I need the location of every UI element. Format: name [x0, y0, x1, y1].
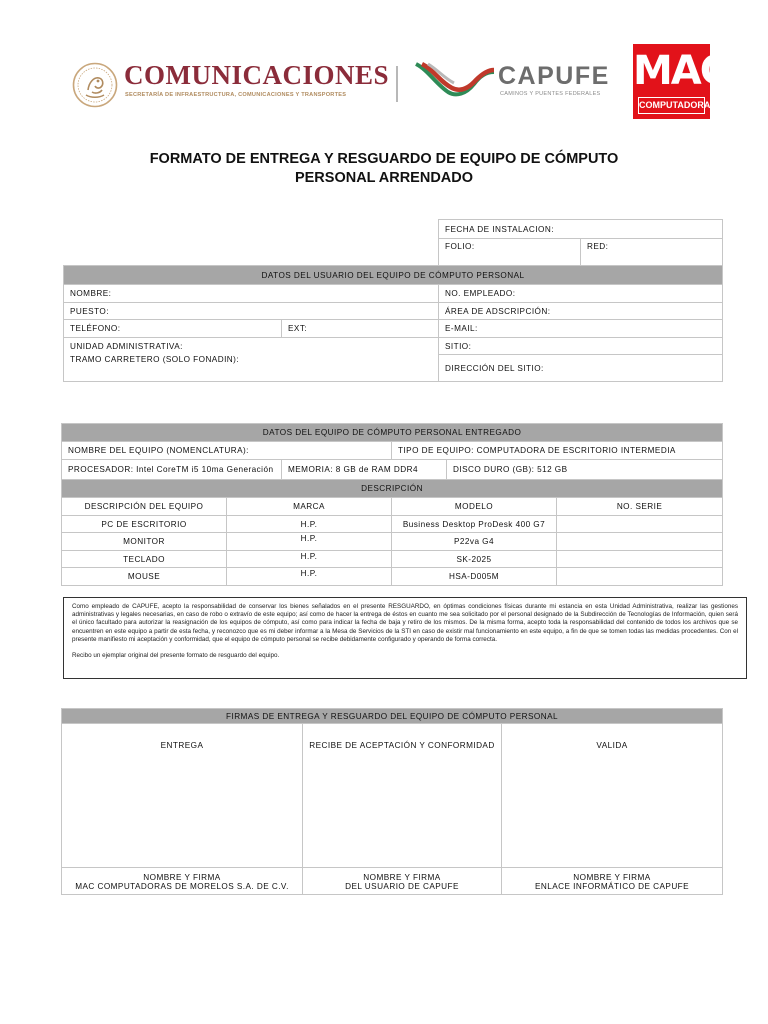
signature-label: NOMBRE Y FIRMA: [143, 872, 221, 882]
disco-duro-field[interactable]: DISCO DURO (GB): 512 GB: [447, 460, 723, 480]
equipment-serie[interactable]: [557, 551, 723, 568]
column-header-marca: MARCA: [227, 498, 392, 516]
tipo-equipo-field[interactable]: TIPO DE EQUIPO: COMPUTADORA DE ESCRITORIO INTERMEDIA: [392, 442, 723, 460]
equipment-marca: H.P.: [227, 516, 392, 533]
capufe-logo-subtitle: CAMINOS Y PUENTES FEDERALES: [500, 91, 601, 97]
notice-paragraph-2: Recibo un ejemplar original del presente formato de resguardo del equipo.: [72, 652, 280, 660]
equipment-modelo: Business Desktop ProDesk 400 G7: [392, 516, 557, 533]
no-empleado-field[interactable]: NO. EMPLEADO:: [439, 285, 723, 303]
mac-logo-bottom: COMPUTADORAS: [638, 97, 705, 114]
mac-computadoras-logo: [633, 44, 728, 119]
mac-logo-top: MAC: [633, 48, 728, 94]
capufe-logo-title: CAPUFE: [498, 62, 610, 90]
equipment-columns-row: [62, 498, 723, 516]
signature-box-recibe[interactable]: [303, 724, 502, 868]
column-header-modelo: MODELO: [392, 498, 557, 516]
responsibility-notice: [63, 597, 747, 679]
user-section-header: DATOS DEL USUARIO DEL EQUIPO DE CÓMPUTO PERSONAL: [64, 266, 723, 285]
email-field[interactable]: E-MAIL:: [439, 320, 723, 338]
logo-bar: [0, 0, 768, 130]
ext-field[interactable]: EXT:: [282, 320, 439, 338]
document-title-line1: FORMATO DE ENTREGA Y RESGUARDO DE EQUIPO DE CÓMPUTO: [149, 151, 619, 167]
memoria-field[interactable]: MEMORIA: 8 GB de RAM DDR4: [282, 460, 447, 480]
sitio-field[interactable]: SITIO:: [439, 338, 723, 355]
signature-box-valida[interactable]: [502, 724, 723, 868]
comunicaciones-logo-subtitle: SECRETARÍA DE INFRAESTRUCTURA, COMUNICACIONES Y TRANSPORTES: [125, 92, 347, 98]
logo-divider: [396, 66, 398, 102]
document-title-line2: PERSONAL ARRENDADO: [294, 170, 474, 186]
equipment-table: [61, 423, 723, 586]
signatures-section-header: FIRMAS DE ENTREGA Y RESGUARDO DEL EQUIPO DE CÓMPUTO PERSONAL: [62, 709, 723, 724]
equipment-marca: H.P.: [227, 533, 392, 551]
signatures-table: [61, 708, 723, 895]
equipment-marca: H.P.: [227, 551, 392, 568]
comunicaciones-logo-title: COMUNICACIONES: [124, 60, 390, 90]
equipment-serie[interactable]: [557, 533, 723, 551]
signature-entity: DEL USUARIO DE CAPUFE: [345, 882, 459, 891]
signature-title-entrega: ENTREGA: [160, 741, 204, 750]
red-field[interactable]: RED:: [581, 239, 723, 267]
signature-label: NOMBRE Y FIRMA: [363, 872, 441, 882]
signature-entity: MAC COMPUTADORAS DE MORELOS S.A. DE C.V.: [75, 882, 289, 891]
telefono-field[interactable]: TELÉFONO:: [64, 320, 282, 338]
descripcion-header: DESCRIPCIÓN: [62, 480, 723, 498]
column-header-descripcion: DESCRIPCIÓN DEL EQUIPO: [62, 498, 227, 516]
equipment-modelo: HSA-D005M: [392, 568, 557, 586]
signature-footer-valida: [502, 868, 723, 895]
installation-table: [438, 219, 723, 267]
equipment-descripcion: PC DE ESCRITORIO: [62, 516, 227, 533]
table-row: [62, 516, 723, 533]
table-row: [62, 551, 723, 568]
equipment-descripcion: MOUSE: [62, 568, 227, 586]
table-row: [62, 533, 723, 551]
procesador-field[interactable]: PROCESADOR: Intel CoreTM i5 10ma Generación: [62, 460, 282, 480]
equipment-modelo: P22va G4: [392, 533, 557, 551]
table-row: [62, 568, 723, 586]
notice-paragraph-1: Como empleado de CAPUFE, acepto la responsabilidad de conservar los bienes señalados en el presente RESGUARDO, en óptimas condiciones físicas durante mi estancia en esta Unidad Administrativa, realizar las gestiones administrativas y legales necesarias, en caso de robo o extravío de este equipo; así como de hacer la entrega de éstos en cuanto me sea solicitado por el personal designado de la Subdirección de Tecnologías de Información, quien será el único facultado para autorizar la reasignación de los equipos de cómputo, así como para indicar la fecha de baja y retiro de los mismos. De la misma forma, acepto toda la responsabilidad del contenido de todos los archivos que se encuentren en este equipo a partir de esta fecha, y reconozco que es mi deber informar a la Mesa de Servicios de la STI en caso de existir mal funcionamiento en este equipo, a fin de que se tomen todas las medidas procedentes. Con el presente manifiesto mi aceptación y conformidad, que el equipo de cómputo personal se recibe debidamente configurado y operando de forma correcta.: [72, 603, 738, 643]
folio-field[interactable]: FOLIO:: [439, 239, 581, 267]
signature-title-recibe: RECIBE DE ACEPTACIÓN Y CONFORMIDAD: [309, 741, 495, 750]
unidad-administrativa-field[interactable]: UNIDAD ADMINISTRATIVA:: [64, 338, 439, 355]
document-title: [60, 150, 708, 188]
capufe-road-icon: [412, 58, 496, 104]
signature-entity: ENLACE INFORMÁTICO DE CAPUFE: [534, 882, 690, 891]
equipment-descripcion: TECLADO: [62, 551, 227, 568]
signature-box-entrega[interactable]: [62, 724, 303, 868]
equipment-section-header: DATOS DEL EQUIPO DE CÓMPUTO PERSONAL ENTREGADO: [62, 424, 723, 442]
equipment-serie[interactable]: [557, 568, 723, 586]
signature-footer-recibe: [303, 868, 502, 895]
equipment-descripcion: MONITOR: [62, 533, 227, 551]
tramo-carretero-field[interactable]: TRAMO CARRETERO (SOLO FONADIN):: [64, 355, 439, 382]
nombre-field[interactable]: NOMBRE:: [64, 285, 439, 303]
direccion-sitio-field[interactable]: DIRECCIÓN DEL SITIO:: [439, 355, 723, 382]
user-data-table: [63, 265, 723, 382]
signature-footer-entrega: [62, 868, 303, 895]
nombre-equipo-field[interactable]: NOMBRE DEL EQUIPO (NOMENCLATURA):: [62, 442, 392, 460]
area-adscripcion-field[interactable]: ÁREA DE ADSCRIPCIÓN:: [439, 303, 723, 320]
equipment-modelo: SK-2025: [392, 551, 557, 568]
mexican-seal-icon: [72, 62, 118, 108]
signature-title-valida: VALIDA: [596, 741, 628, 750]
fecha-instalacion-field[interactable]: FECHA DE INSTALACION:: [439, 220, 723, 239]
signature-label: NOMBRE Y FIRMA: [573, 872, 651, 882]
equipment-serie[interactable]: [557, 516, 723, 533]
equipment-marca: H.P.: [227, 568, 392, 586]
puesto-field[interactable]: PUESTO:: [64, 303, 439, 320]
column-header-serie: NO. SERIE: [557, 498, 723, 516]
